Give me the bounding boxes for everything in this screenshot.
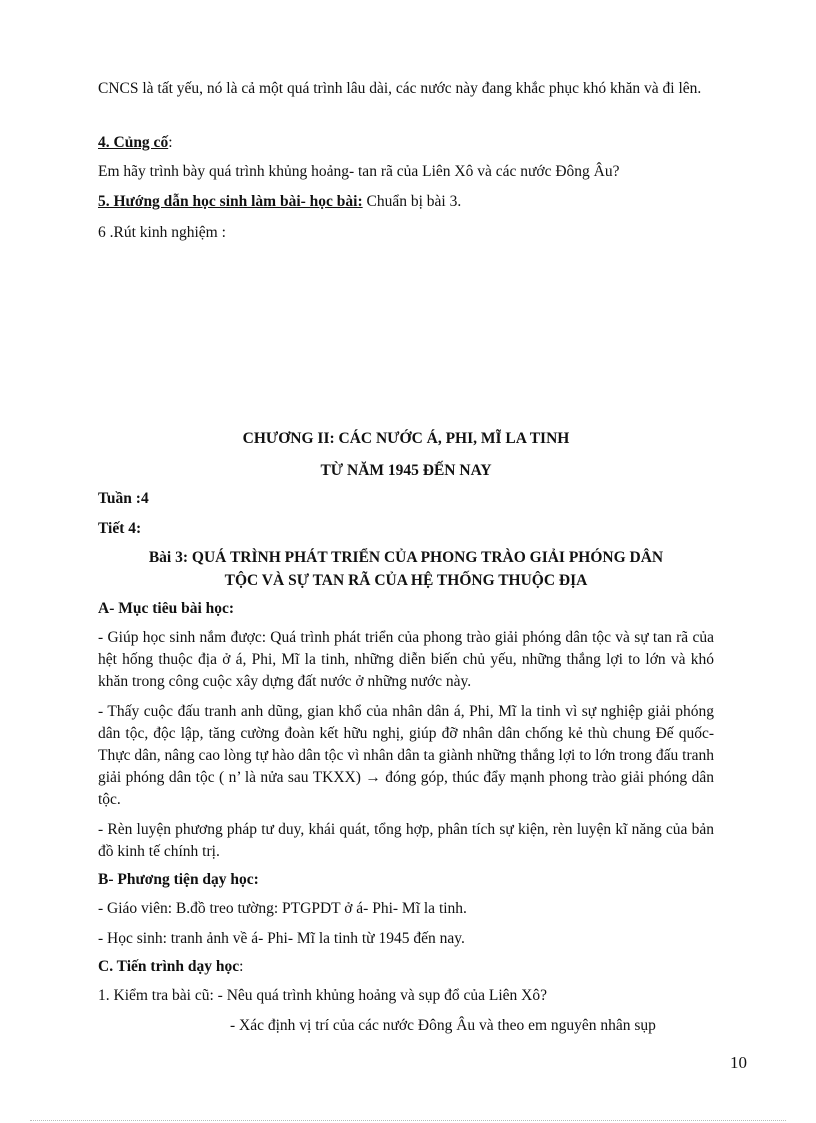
chapter-title-line2: TỪ NĂM 1945 ĐẾN NAY [320, 462, 492, 479]
section-a [98, 598, 714, 863]
section-a-heading: A- Mục tiêu bài học: [98, 600, 235, 617]
tuan-label: Tuần :4 [98, 490, 149, 507]
intro-block [98, 78, 714, 100]
section-4-question: Em hãy trình bày quá trình khủng hoảng- tan rã của Liên Xô và các nước Đông Âu? [98, 163, 620, 180]
section-4-colon: : [168, 134, 173, 151]
tuan-label-block [98, 488, 714, 510]
page-number: 10 [730, 1053, 747, 1072]
chapter-title-line1: CHƯƠNG II: CÁC NƯỚC Á, PHI, MĨ LA TINH [242, 430, 570, 447]
section-4 [98, 132, 714, 154]
section-c-colon: : [239, 958, 244, 975]
section-5-text: Chuẩn bị bài 3. [362, 193, 462, 210]
section-b-student: - Học sinh: tranh ảnh về á- Phi- Mĩ la tinh từ 1945 đến nay. [98, 930, 465, 947]
section-b-heading: B- Phương tiện dạy học: [98, 871, 259, 888]
lesson-title [98, 546, 714, 592]
page-bottom-divider [30, 1120, 786, 1121]
tiet-label-block [98, 518, 714, 540]
section-b [98, 869, 714, 950]
section-5 [98, 191, 714, 213]
chapter-title [98, 424, 714, 486]
section-4-heading: 4. Củng cố [98, 134, 169, 151]
section-a-paragraph-3: - Rèn luyện phương pháp tư duy, khái quát, tổng hợp, phân tích sự kiện, rèn luyện kĩ năng của bản đồ kinh tế chính trị. [98, 821, 714, 860]
section-c [98, 956, 714, 1037]
section-c-question-2: - Xác định vị trí của các nước Đông Âu và theo em nguyên nhân sụp [230, 1017, 656, 1034]
section-b-teacher: - Giáo viên: B.đồ treo tường: PTGPDT ở á- Phi- Mĩ la tinh. [98, 900, 467, 917]
section-4-body [98, 161, 714, 183]
section-c-heading: C. Tiến trình dạy học [98, 958, 240, 975]
tiet-label: Tiết 4: [98, 520, 142, 537]
lesson-title-line1: Bài 3: QUÁ TRÌNH PHÁT TRIỂN CỦA PHONG TRÀO GIẢI PHÓNG DÂN [148, 549, 664, 566]
section-c-check-old-lesson: 1. Kiểm tra bài cũ: - Nêu quá trình khủng hoảng và sụp đổ của Liên Xô? [98, 987, 547, 1004]
section-a-paragraph-1: - Giúp học sinh nắm được: Quá trình phát triển của phong trào giải phóng dân tộc và sự tan rã của hệt hống thuộc địa ở á, Phi, Mĩ la tinh, những diễn biến chủ yếu, những thắng lợi to lớn và khó khăn trong công cuộc xây dựng đất nước ở những nước này. [98, 629, 714, 690]
section-6-text: 6 .Rút kinh nghiệm : [98, 224, 226, 241]
paragraph-cncs: CNCS là tất yếu, nó là cả một quá trình lâu dài, các nước này đang khắc phục khó khăn và đi lên. [98, 80, 702, 97]
section-a-paragraph-2: - Thấy cuộc đấu tranh anh dũng, gian khổ của nhân dân á, Phi, Mĩ la tinh vì sự nghiệp giải phóng dân tộc, độc lập, tăng cường đoàn kết hữu nghị, giúp đỡ nhân dân chống kẻ thù chung Đế quốc- Thực dân, nâng cao lòng tự hào dân tộc vì nhân dân ta giành những thắng lợi to lớn trong đấu tranh giải phóng dân tộc ( n’ là nửa sau TKXX) → đóng góp, thúc đẩy mạnh phong trào giải phóng dân tộc. [98, 703, 714, 808]
section-5-heading: 5. Hướng dẫn học sinh làm bài- học bài: [98, 193, 363, 210]
lesson-title-line2: TỘC VÀ SỰ TAN RÃ CỦA HỆ THỐNG THUỘC ĐỊA [224, 572, 588, 589]
section-6 [98, 222, 714, 244]
